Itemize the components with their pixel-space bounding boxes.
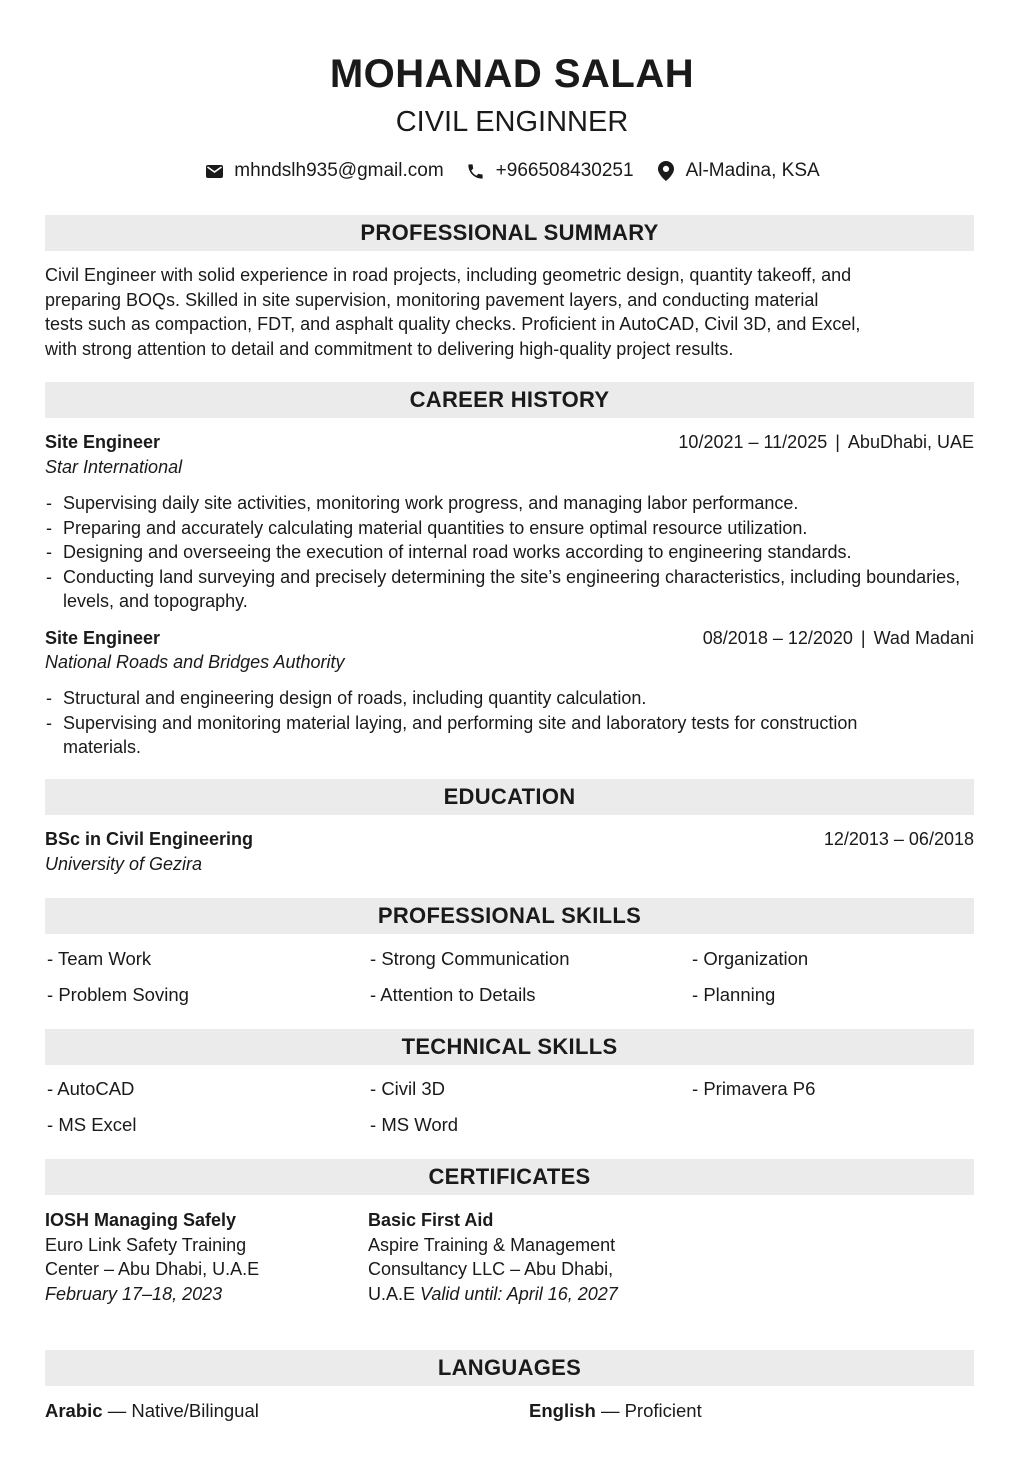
section-heading-education: EDUCATION — [45, 779, 974, 815]
job-company: Star International — [45, 457, 183, 477]
skill-item: - Strong Communication — [370, 948, 569, 970]
job-company: National Roads and Bridges Authority — [45, 652, 345, 672]
job-location: Wad Madani — [873, 628, 974, 648]
degree: BSc in Civil Engineering — [45, 829, 254, 849]
certificate-name: IOSH Managing Safely — [45, 1210, 237, 1230]
job-dates: 10/2021 – 11/2025 — [678, 432, 828, 452]
skill-item: - MS Excel — [47, 1114, 136, 1136]
section-heading-languages: LANGUAGES — [45, 1350, 974, 1386]
certificate-item — [45, 1208, 295, 1306]
certificate-date: February 17–18, 2023 — [45, 1283, 223, 1304]
language-level: Native/Bilingual — [131, 1400, 259, 1421]
job-bullets — [45, 491, 975, 614]
certificate-issuer: Aspire Training & Management Consultancy LLC – Abu Dhabi, U.A.E — [368, 1234, 616, 1304]
job-bullets — [45, 686, 875, 760]
summary-text — [45, 263, 975, 361]
language-name: English — [529, 1400, 596, 1421]
summary-line: Civil Engineer with solid experience in road projects, including geometric design, quantity takeoff, and — [45, 265, 852, 285]
skill-item: - Attention to Details — [370, 984, 536, 1006]
list-item: - Designing and overseeing the execution of internal road works according to engineering standards. — [45, 540, 975, 565]
list-item: - Conducting land surveying and precisely determining the site’s engineering characteristics, including boundaries, levels, and topography. — [45, 565, 975, 614]
summary-line: preparing BOQs. Skilled in site supervision, monitoring pavement layers, and conducting material — [45, 289, 819, 310]
job-title: CIVIL ENGINNER — [395, 106, 629, 138]
contact-phone[interactable] — [466, 160, 634, 182]
summary-line: tests such as compaction, FDT, and asphalt quality checks. Proficient in AutoCAD, Civil 3D, and Excel, — [45, 314, 861, 334]
section-heading-technical-skills: TECHNICAL SKILLS — [45, 1029, 974, 1065]
phone-text: +966508430251 — [495, 160, 634, 181]
section-heading-certificates: CERTIFICATES — [45, 1159, 974, 1195]
language-level: Proficient — [624, 1400, 702, 1421]
separator: | — [835, 432, 840, 452]
separator: | — [860, 628, 866, 648]
job-location: AbuDhabi, UAE — [847, 432, 974, 452]
language-name: Arabic — [45, 1400, 103, 1421]
job-meta — [703, 628, 974, 649]
location-text: Al-Madina, KSA — [685, 160, 820, 181]
skill-item: - Civil 3D — [370, 1078, 445, 1100]
skill-item: - Organization — [692, 948, 808, 970]
job-role: Site Engineer — [45, 628, 161, 648]
phone-icon — [466, 161, 486, 181]
certificate-name: Basic First Aid — [368, 1210, 494, 1230]
certificate-item — [368, 1208, 658, 1306]
list-item: - Structural and engineering design of roads, including quantity calculation. — [45, 686, 875, 711]
skill-item: - Primavera P6 — [692, 1078, 815, 1100]
list-item: - Supervising daily site activities, monitoring work progress, and managing labor performance. — [45, 491, 975, 516]
skill-item: - MS Word — [370, 1114, 458, 1136]
education-dates: 12/2013 – 06/2018 — [823, 829, 974, 849]
skill-item: - AutoCAD — [47, 1078, 134, 1100]
language-item — [529, 1400, 702, 1422]
dash: — — [107, 1400, 127, 1421]
summary-line: with strong attention to detail and commitment to delivering high-quality project results. — [45, 338, 734, 359]
language-item — [45, 1400, 259, 1422]
section-heading-professional-skills: PROFESSIONAL SKILLS — [45, 898, 974, 934]
list-item: - Supervising and monitoring material laying, and performing site and laboratory tests for construction materials. — [45, 711, 875, 760]
certificate-issuer: Euro Link Safety Training Center – Abu Dhabi, U.A.E — [45, 1234, 260, 1279]
job-meta — [678, 432, 974, 453]
skill-item: - Planning — [692, 984, 775, 1006]
school: University of Gezira — [45, 854, 203, 874]
contact-email[interactable] — [204, 160, 443, 182]
contact-location — [656, 160, 820, 182]
candidate-name: MOHANAD SALAH — [329, 52, 695, 96]
location-pin-icon — [656, 161, 676, 181]
section-heading-career: CAREER HISTORY — [45, 382, 974, 418]
contact-row — [0, 160, 1024, 182]
job-role: Site Engineer — [45, 432, 161, 452]
section-heading-summary: PROFESSIONAL SUMMARY — [45, 215, 974, 251]
skill-item: - Team Work — [47, 948, 151, 970]
skill-item: - Problem Soving — [47, 984, 189, 1006]
envelope-icon — [204, 161, 224, 181]
certificate-date: Valid until: April 16, 2027 — [420, 1283, 618, 1304]
job-dates: 08/2018 – 12/2020 — [702, 628, 853, 648]
list-item: - Preparing and accurately calculating material quantities to ensure optimal resource utilization. — [45, 516, 975, 541]
dash: — — [600, 1400, 620, 1421]
email-text: mhndslh935@gmail.com — [234, 160, 444, 181]
